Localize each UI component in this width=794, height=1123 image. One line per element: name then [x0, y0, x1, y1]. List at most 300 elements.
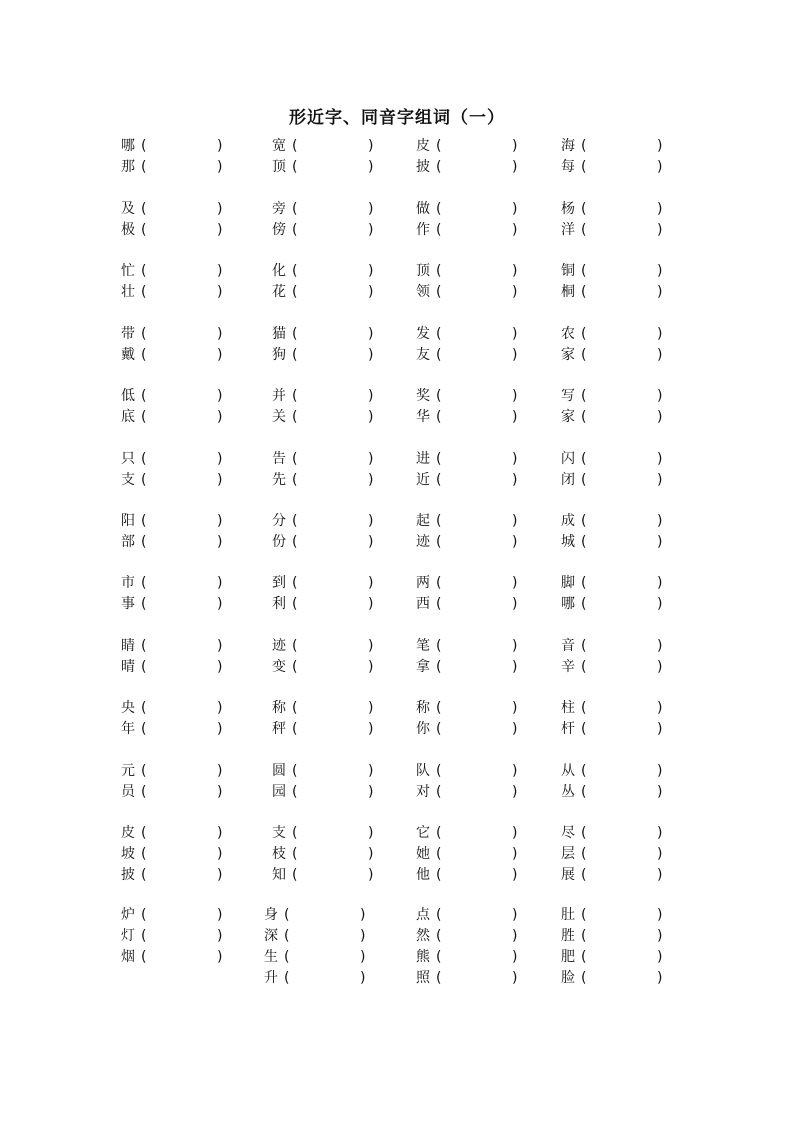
close-paren: ) — [217, 638, 223, 654]
character: 猫 — [272, 326, 286, 342]
character: 闪 — [561, 451, 575, 467]
character: 灯 — [121, 928, 135, 944]
close-paren: ) — [368, 846, 374, 862]
open-paren: ( — [141, 867, 147, 883]
open-paren: ( — [436, 159, 442, 175]
open-paren: ( — [292, 784, 298, 800]
close-paren: ) — [512, 825, 518, 841]
open-paren: ( — [581, 326, 587, 342]
close-paren: ) — [657, 534, 663, 550]
character: 桐 — [561, 284, 575, 300]
open-paren: ( — [141, 513, 147, 529]
open-paren: ( — [436, 928, 442, 944]
close-paren: ) — [657, 928, 663, 944]
open-paren: ( — [141, 763, 147, 779]
close-paren: ) — [512, 222, 518, 238]
close-paren: ) — [512, 846, 518, 862]
open-paren: ( — [292, 513, 298, 529]
open-paren: ( — [581, 201, 587, 217]
open-paren: ( — [292, 326, 298, 342]
close-paren: ) — [512, 388, 518, 404]
character: 花 — [272, 284, 286, 300]
open-paren: ( — [581, 284, 587, 300]
close-paren: ) — [368, 451, 374, 467]
character: 皮 — [121, 825, 135, 841]
open-paren: ( — [581, 721, 587, 737]
close-paren: ) — [360, 928, 366, 944]
close-paren: ) — [217, 784, 223, 800]
open-paren: ( — [581, 575, 587, 591]
close-paren: ) — [512, 867, 518, 883]
close-paren: ) — [217, 451, 223, 467]
character: 奖 — [416, 388, 430, 404]
close-paren: ) — [657, 638, 663, 654]
close-paren: ) — [368, 409, 374, 425]
character: 身 — [264, 907, 278, 923]
character: 它 — [416, 825, 430, 841]
character: 从 — [561, 763, 575, 779]
close-paren: ) — [512, 700, 518, 716]
close-paren: ) — [368, 347, 374, 363]
close-paren: ) — [657, 575, 663, 591]
open-paren: ( — [141, 263, 147, 279]
character: 点 — [416, 907, 430, 923]
close-paren: ) — [657, 472, 663, 488]
open-paren: ( — [436, 700, 442, 716]
character: 壮 — [121, 284, 135, 300]
open-paren: ( — [292, 263, 298, 279]
character: 熊 — [416, 949, 430, 965]
character: 海 — [561, 138, 575, 154]
close-paren: ) — [368, 159, 374, 175]
close-paren: ) — [512, 409, 518, 425]
character: 层 — [561, 846, 575, 862]
close-paren: ) — [512, 347, 518, 363]
character: 脸 — [561, 970, 575, 986]
character: 华 — [416, 409, 430, 425]
character: 烟 — [121, 949, 135, 965]
character: 笔 — [416, 638, 430, 654]
open-paren: ( — [436, 638, 442, 654]
character: 化 — [272, 263, 286, 279]
close-paren: ) — [217, 763, 223, 779]
character: 友 — [416, 347, 430, 363]
close-paren: ) — [657, 700, 663, 716]
close-paren: ) — [368, 388, 374, 404]
character: 皮 — [416, 138, 430, 154]
character: 肚 — [561, 907, 575, 923]
character: 披 — [121, 867, 135, 883]
character: 部 — [121, 534, 135, 550]
character: 作 — [416, 222, 430, 238]
close-paren: ) — [512, 949, 518, 965]
character: 他 — [416, 867, 430, 883]
open-paren: ( — [436, 721, 442, 737]
character: 闭 — [561, 472, 575, 488]
open-paren: ( — [141, 575, 147, 591]
character: 杆 — [561, 721, 575, 737]
close-paren: ) — [657, 867, 663, 883]
open-paren: ( — [581, 907, 587, 923]
close-paren: ) — [217, 575, 223, 591]
open-paren: ( — [292, 451, 298, 467]
character: 胜 — [561, 928, 575, 944]
close-paren: ) — [512, 928, 518, 944]
close-paren: ) — [368, 659, 374, 675]
close-paren: ) — [657, 784, 663, 800]
close-paren: ) — [512, 784, 518, 800]
character: 戴 — [121, 347, 135, 363]
close-paren: ) — [657, 222, 663, 238]
close-paren: ) — [512, 970, 518, 986]
worksheet-title: 形近字、同音字组词（一） — [289, 108, 505, 128]
close-paren: ) — [217, 472, 223, 488]
open-paren: ( — [141, 638, 147, 654]
close-paren: ) — [368, 222, 374, 238]
close-paren: ) — [657, 763, 663, 779]
open-paren: ( — [292, 575, 298, 591]
character: 极 — [121, 222, 135, 238]
character: 家 — [561, 347, 575, 363]
character: 傍 — [272, 222, 286, 238]
character: 柱 — [561, 700, 575, 716]
open-paren: ( — [284, 949, 290, 965]
open-paren: ( — [436, 451, 442, 467]
character: 尽 — [561, 825, 575, 841]
open-paren: ( — [141, 388, 147, 404]
close-paren: ) — [217, 596, 223, 612]
open-paren: ( — [292, 222, 298, 238]
character: 枝 — [272, 846, 286, 862]
open-paren: ( — [292, 700, 298, 716]
character: 先 — [272, 472, 286, 488]
character: 肥 — [561, 949, 575, 965]
character: 铜 — [561, 263, 575, 279]
character: 底 — [121, 409, 135, 425]
open-paren: ( — [292, 846, 298, 862]
close-paren: ) — [368, 596, 374, 612]
open-paren: ( — [141, 451, 147, 467]
close-paren: ) — [512, 513, 518, 529]
open-paren: ( — [141, 784, 147, 800]
close-paren: ) — [512, 659, 518, 675]
close-paren: ) — [368, 575, 374, 591]
open-paren: ( — [292, 201, 298, 217]
open-paren: ( — [436, 659, 442, 675]
close-paren: ) — [217, 263, 223, 279]
open-paren: ( — [141, 472, 147, 488]
open-paren: ( — [141, 907, 147, 923]
open-paren: ( — [581, 638, 587, 654]
close-paren: ) — [657, 659, 663, 675]
open-paren: ( — [292, 347, 298, 363]
open-paren: ( — [141, 700, 147, 716]
character: 顶 — [416, 263, 430, 279]
character: 晴 — [121, 659, 135, 675]
close-paren: ) — [657, 347, 663, 363]
close-paren: ) — [657, 596, 663, 612]
close-paren: ) — [512, 534, 518, 550]
character: 哪 — [121, 138, 135, 154]
character: 对 — [416, 784, 430, 800]
character: 知 — [272, 867, 286, 883]
character: 洋 — [561, 222, 575, 238]
character: 份 — [272, 534, 286, 550]
close-paren: ) — [512, 263, 518, 279]
open-paren: ( — [292, 159, 298, 175]
character: 西 — [416, 596, 430, 612]
open-paren: ( — [292, 659, 298, 675]
close-paren: ) — [217, 534, 223, 550]
close-paren: ) — [657, 513, 663, 529]
close-paren: ) — [657, 451, 663, 467]
close-paren: ) — [360, 907, 366, 923]
open-paren: ( — [436, 409, 442, 425]
character: 变 — [272, 659, 286, 675]
close-paren: ) — [368, 472, 374, 488]
close-paren: ) — [217, 201, 223, 217]
character: 哪 — [561, 596, 575, 612]
character: 告 — [272, 451, 286, 467]
character: 杨 — [561, 201, 575, 217]
close-paren: ) — [217, 846, 223, 862]
character: 元 — [121, 763, 135, 779]
close-paren: ) — [360, 970, 366, 986]
close-paren: ) — [217, 159, 223, 175]
open-paren: ( — [141, 846, 147, 862]
open-paren: ( — [141, 201, 147, 217]
open-paren: ( — [436, 949, 442, 965]
open-paren: ( — [436, 846, 442, 862]
character: 她 — [416, 846, 430, 862]
open-paren: ( — [581, 388, 587, 404]
open-paren: ( — [292, 388, 298, 404]
character: 坡 — [121, 846, 135, 862]
open-paren: ( — [581, 513, 587, 529]
open-paren: ( — [436, 596, 442, 612]
open-paren: ( — [436, 472, 442, 488]
character: 园 — [272, 784, 286, 800]
close-paren: ) — [512, 721, 518, 737]
close-paren: ) — [657, 388, 663, 404]
close-paren: ) — [217, 513, 223, 529]
character: 成 — [561, 513, 575, 529]
open-paren: ( — [141, 326, 147, 342]
open-paren: ( — [436, 867, 442, 883]
close-paren: ) — [512, 596, 518, 612]
character: 分 — [272, 513, 286, 529]
open-paren: ( — [141, 534, 147, 550]
character: 写 — [561, 388, 575, 404]
close-paren: ) — [368, 513, 374, 529]
open-paren: ( — [141, 284, 147, 300]
character: 领 — [416, 284, 430, 300]
open-paren: ( — [292, 472, 298, 488]
close-paren: ) — [217, 949, 223, 965]
character: 每 — [561, 159, 575, 175]
close-paren: ) — [512, 201, 518, 217]
close-paren: ) — [368, 721, 374, 737]
open-paren: ( — [141, 721, 147, 737]
close-paren: ) — [217, 409, 223, 425]
character: 丛 — [561, 784, 575, 800]
open-paren: ( — [141, 409, 147, 425]
close-paren: ) — [217, 721, 223, 737]
close-paren: ) — [657, 138, 663, 154]
close-paren: ) — [657, 949, 663, 965]
character: 阳 — [121, 513, 135, 529]
open-paren: ( — [292, 763, 298, 779]
character: 事 — [121, 596, 135, 612]
open-paren: ( — [292, 825, 298, 841]
close-paren: ) — [368, 825, 374, 841]
character: 迹 — [272, 638, 286, 654]
open-paren: ( — [436, 513, 442, 529]
character: 那 — [121, 159, 135, 175]
character: 秤 — [272, 721, 286, 737]
open-paren: ( — [141, 596, 147, 612]
close-paren: ) — [368, 201, 374, 217]
open-paren: ( — [141, 347, 147, 363]
open-paren: ( — [141, 659, 147, 675]
character: 称 — [272, 700, 286, 716]
character: 及 — [121, 201, 135, 217]
close-paren: ) — [657, 409, 663, 425]
open-paren: ( — [436, 326, 442, 342]
character: 低 — [121, 388, 135, 404]
character: 深 — [264, 928, 278, 944]
open-paren: ( — [436, 388, 442, 404]
character: 队 — [416, 763, 430, 779]
character: 狗 — [272, 347, 286, 363]
close-paren: ) — [217, 928, 223, 944]
character: 称 — [416, 700, 430, 716]
close-paren: ) — [368, 284, 374, 300]
character: 央 — [121, 700, 135, 716]
open-paren: ( — [436, 201, 442, 217]
close-paren: ) — [657, 326, 663, 342]
character: 并 — [272, 388, 286, 404]
open-paren: ( — [436, 825, 442, 841]
open-paren: ( — [581, 825, 587, 841]
character: 炉 — [121, 907, 135, 923]
close-paren: ) — [657, 846, 663, 862]
character: 到 — [272, 575, 286, 591]
character: 农 — [561, 326, 575, 342]
open-paren: ( — [141, 138, 147, 154]
character: 员 — [121, 784, 135, 800]
open-paren: ( — [141, 928, 147, 944]
character: 披 — [416, 159, 430, 175]
character: 然 — [416, 928, 430, 944]
open-paren: ( — [436, 970, 442, 986]
close-paren: ) — [512, 451, 518, 467]
open-paren: ( — [581, 263, 587, 279]
close-paren: ) — [512, 159, 518, 175]
open-paren: ( — [292, 284, 298, 300]
character: 拿 — [416, 659, 430, 675]
character: 进 — [416, 451, 430, 467]
close-paren: ) — [217, 326, 223, 342]
close-paren: ) — [657, 201, 663, 217]
open-paren: ( — [292, 534, 298, 550]
character: 支 — [121, 472, 135, 488]
open-paren: ( — [581, 846, 587, 862]
open-paren: ( — [581, 222, 587, 238]
open-paren: ( — [141, 159, 147, 175]
open-paren: ( — [436, 575, 442, 591]
character: 旁 — [272, 201, 286, 217]
close-paren: ) — [657, 970, 663, 986]
open-paren: ( — [141, 222, 147, 238]
character: 两 — [416, 575, 430, 591]
character: 顶 — [272, 159, 286, 175]
character: 城 — [561, 534, 575, 550]
open-paren: ( — [436, 784, 442, 800]
close-paren: ) — [217, 867, 223, 883]
character: 忙 — [121, 263, 135, 279]
character: 只 — [121, 451, 135, 467]
close-paren: ) — [657, 284, 663, 300]
close-paren: ) — [360, 949, 366, 965]
open-paren: ( — [581, 867, 587, 883]
character: 近 — [416, 472, 430, 488]
close-paren: ) — [657, 159, 663, 175]
open-paren: ( — [436, 222, 442, 238]
open-paren: ( — [581, 700, 587, 716]
close-paren: ) — [368, 700, 374, 716]
close-paren: ) — [512, 763, 518, 779]
open-paren: ( — [292, 596, 298, 612]
close-paren: ) — [368, 263, 374, 279]
close-paren: ) — [217, 907, 223, 923]
character: 音 — [561, 638, 575, 654]
open-paren: ( — [292, 721, 298, 737]
open-paren: ( — [581, 659, 587, 675]
close-paren: ) — [657, 907, 663, 923]
open-paren: ( — [292, 409, 298, 425]
close-paren: ) — [368, 763, 374, 779]
open-paren: ( — [581, 534, 587, 550]
open-paren: ( — [581, 928, 587, 944]
close-paren: ) — [512, 472, 518, 488]
character: 年 — [121, 721, 135, 737]
character: 起 — [416, 513, 430, 529]
close-paren: ) — [512, 138, 518, 154]
open-paren: ( — [141, 949, 147, 965]
close-paren: ) — [657, 721, 663, 737]
close-paren: ) — [368, 138, 374, 154]
open-paren: ( — [436, 534, 442, 550]
close-paren: ) — [657, 825, 663, 841]
open-paren: ( — [581, 472, 587, 488]
open-paren: ( — [581, 763, 587, 779]
character: 支 — [272, 825, 286, 841]
close-paren: ) — [217, 284, 223, 300]
character: 圆 — [272, 763, 286, 779]
open-paren: ( — [581, 949, 587, 965]
character: 利 — [272, 596, 286, 612]
close-paren: ) — [512, 284, 518, 300]
close-paren: ) — [217, 700, 223, 716]
open-paren: ( — [581, 596, 587, 612]
open-paren: ( — [436, 284, 442, 300]
open-paren: ( — [436, 263, 442, 279]
character: 你 — [416, 721, 430, 737]
open-paren: ( — [581, 970, 587, 986]
character: 睛 — [121, 638, 135, 654]
open-paren: ( — [292, 138, 298, 154]
